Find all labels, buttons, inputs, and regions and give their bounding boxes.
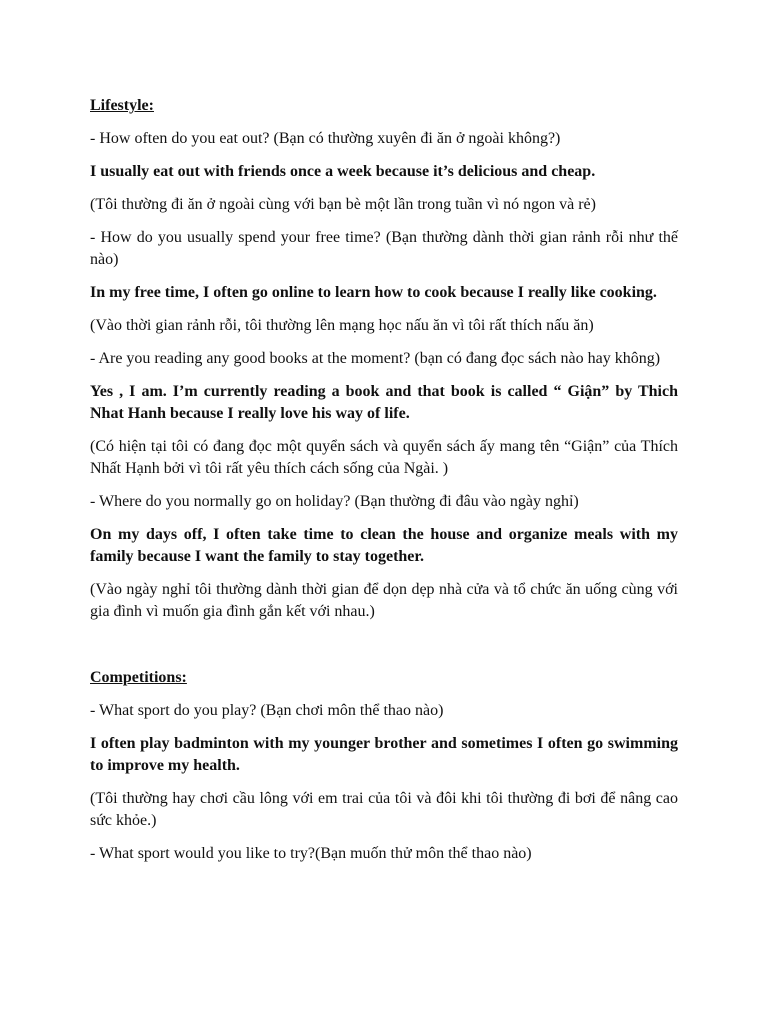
section-heading-competitions: Competitions: bbox=[90, 669, 187, 686]
question-sport-try: - What sport would you like to try?(Bạn muốn thử môn thể thao nào) bbox=[90, 845, 532, 862]
question-free-time: - How do you usually spend your free time? (Bạn thường dành thời gian rảnh rỗi như thế nào) bbox=[90, 229, 678, 268]
translation-eat-out: (Tôi thường đi ăn ở ngoài cùng với bạn bè một lần trong tuần vì nó ngon và rẻ) bbox=[90, 196, 596, 213]
answer-holiday: On my days off, I often take time to clean the house and organize meals with my family because I want the family to stay together. bbox=[90, 526, 678, 565]
section-spacer bbox=[90, 634, 678, 667]
answer-sport-play: I often play badminton with my younger brother and sometimes I often go swimming to improve my health. bbox=[90, 735, 678, 774]
translation-holiday: (Vào ngày nghỉ tôi thường dành thời gian để dọn dẹp nhà cửa và tổ chức ăn uống cùng với gia đình vì muốn gia đình gắn kết với nhau.) bbox=[90, 581, 678, 620]
translation-reading: (Có hiện tại tôi có đang đọc một quyển sách và quyển sách ấy mang tên “Giận” của Thích Nhất Hạnh bởi vì tôi rất yêu thích cách sống của Ngài. ) bbox=[90, 438, 678, 477]
answer-free-time: In my free time, I often go online to learn how to cook because I really like cooking. bbox=[90, 284, 657, 301]
section-heading-lifestyle: Lifestyle: bbox=[90, 97, 154, 114]
question-holiday: - Where do you normally go on holiday? (Bạn thường đi đâu vào ngày nghỉ) bbox=[90, 493, 579, 510]
translation-free-time: (Vào thời gian rảnh rỗi, tôi thường lên mạng học nấu ăn vì tôi rất thích nấu ăn) bbox=[90, 317, 594, 334]
document-page bbox=[90, 95, 678, 876]
question-reading: - Are you reading any good books at the moment? (bạn có đang đọc sách nào hay không) bbox=[90, 350, 661, 367]
question-eat-out: - How often do you eat out? (Bạn có thường xuyên đi ăn ở ngoài không?) bbox=[90, 130, 561, 147]
question-sport-play: - What sport do you play? (Bạn chơi môn thể thao nào) bbox=[90, 702, 444, 719]
translation-sport-play: (Tôi thường hay chơi cầu lông với em trai của tôi và đôi khi tôi thường đi bơi để nâng cao sức khỏe.) bbox=[90, 790, 678, 829]
answer-eat-out: I usually eat out with friends once a week because it’s delicious and cheap. bbox=[90, 163, 596, 180]
answer-reading: Yes , I am. I’m currently reading a book and that book is called “ Giận” by Thich Nhat Hanh because I really love his way of life. bbox=[90, 383, 678, 422]
